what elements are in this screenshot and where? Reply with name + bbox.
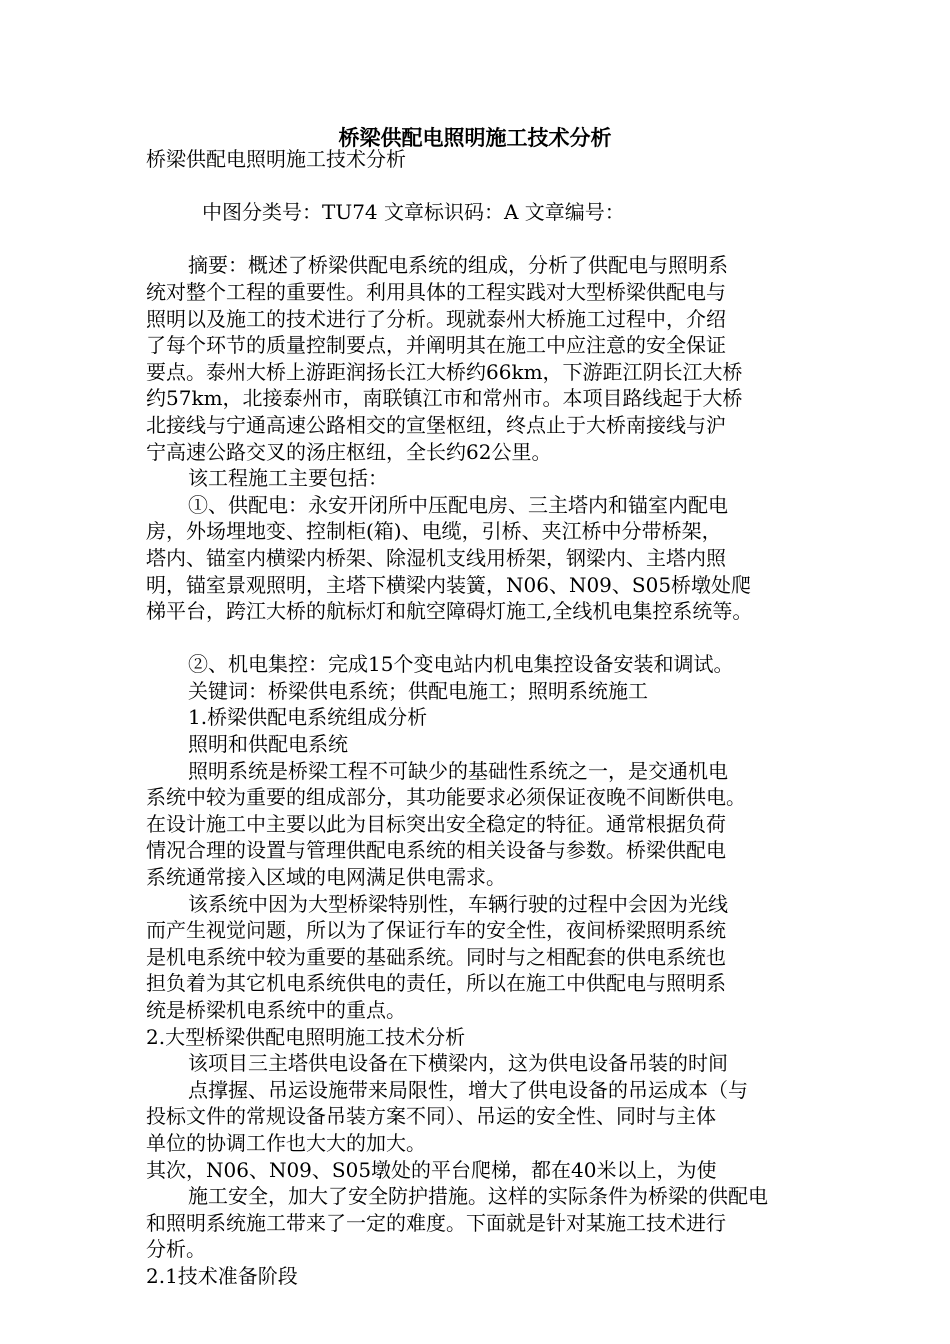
scope-line: ①、供配电：永安开闭所中压配电房、三主塔内和锚室内配电 [188, 492, 728, 517]
paragraph-line: 该系统中因为大型桥梁特别性，车辆行驶的过程中会因为光线 [188, 891, 728, 916]
section-heading: 该项目三主塔供电设备在下横梁内，这为供电设备吊装的时间 [188, 1051, 728, 1076]
abstract-line: 宁高速公路交叉的汤庄枢纽，全长约62公里。 [146, 439, 552, 464]
scope-line: 塔内、锚室内横梁内桥架、除湿机支线用桥架，钢梁内、主塔内照 [146, 545, 726, 570]
paragraph-line: 和照明系统施工带来了一定的难度。下面就是针对某施工技术进行 [146, 1210, 726, 1235]
paragraph-line: 是机电系统中较为重要的基础系统。同时与之相配套的供电系统也 [146, 944, 726, 969]
subtitle-line: 桥梁供配电照明施工技术分析 [146, 147, 406, 171]
paragraph-line: 在设计施工中主要以此为目标突出安全稳定的特征。通常根据负荷 [146, 811, 726, 836]
abstract-line: 摘要：概述了桥梁供配电系统的组成，分析了供配电与照明系 [188, 253, 728, 278]
blank-line [146, 625, 806, 652]
document-body [146, 146, 806, 1316]
paragraph-line: 点撑握、吊运设施带来局限性，增大了供电设备的吊运成本（与 [188, 1077, 748, 1102]
keywords-line: 关键词：桥梁供电系统；供配电施工；照明系统施工 [188, 678, 648, 703]
subsection-heading [146, 1290, 806, 1317]
abstract-line: 要点。泰州大桥上游距润扬长江大桥约66km，下游距江阴长江大桥 [146, 359, 743, 384]
abstract-line: 统对整个工程的重要性。利用具体的工程实践对大型桥梁供配电与 [146, 279, 726, 304]
paragraph-line: 施工安全，加大了安全防护措施。这样的实际条件为桥梁的供配电 [188, 1184, 768, 1209]
paragraph-line: 投标文件的常规设备吊装方案不同）、吊运的安全性、同时与主体 [146, 1104, 716, 1129]
scope-line: ②、机电集控：完成15个变电站内机电集控设备安装和调试。 [188, 652, 734, 677]
paragraph-line: 统是桥梁机电系统中的重点。 [146, 998, 406, 1022]
scope-line: 明，锚室景观照明，主塔下横梁内装簧，N06、N09、S05桥墩处爬 [146, 572, 752, 597]
paragraph-line: 系统中较为重要的组成部分，其功能要求必须保证夜晚不间断供电。 [146, 785, 746, 810]
paragraph-line: 2.1技术准备阶段 [146, 1263, 298, 1288]
document-title: 桥梁供配电照明施工技术分析 [338, 125, 612, 150]
paragraph-line: 分析。 [146, 1237, 206, 1262]
paragraph-line: 单位的协调工作也大大的加大。 [146, 1130, 426, 1155]
paragraph-line: 系统通常接入区域的电网满足供电需求。 [146, 865, 506, 890]
paragraph-line: 2.大型桥梁供配电照明施工技术分析 [146, 1024, 466, 1049]
paragraph-line: 照明系统是桥梁工程不可缺少的基础性系统之一，是交通机电 [188, 758, 728, 783]
abstract-line: 照明以及施工的技术进行了分析。现就泰州大桥施工过程中，介绍 [146, 306, 726, 331]
blank-line [146, 173, 806, 200]
scope-line: 梯平台，跨江大桥的航标灯和航空障碍灯施工,全线机电集控系统等。 [146, 599, 753, 624]
scope-line: 房，外场埋地变、控制柜(箱)、电缆，引桥、夹江桥中分带桥架， [146, 519, 722, 544]
paragraph-line: 其次，N06、N09、S05墩处的平台爬梯，都在40米以上，为使 [146, 1157, 717, 1182]
scope-heading: 该工程施工主要包括： [188, 466, 388, 491]
abstract-line: 约57km，北接泰州市，南联镇江市和常州市。本项目路线起于大桥 [146, 386, 743, 411]
classification-line: 中图分类号：TU74 文章标识码：A 文章编号： [202, 200, 625, 225]
abstract-line: 北接线与宁通高速公路相交的宣堡枢纽，终点止于大桥南接线与沪 [146, 412, 726, 437]
paragraph-line: 担负着为其它机电系统供电的责任，所以在施工中供配电与照明系 [146, 971, 726, 996]
blank-line [146, 226, 806, 253]
paragraph-line: 情况合理的设置与管理供配电系统的相关设备与参数。桥梁供配电 [146, 838, 726, 863]
abstract-line: 了每个环节的质量控制要点，并阐明其在施工中应注意的安全保证 [146, 333, 726, 358]
subsection-heading: 照明和供配电系统 [188, 732, 348, 757]
section-heading: 1.桥梁供配电系统组成分析 [188, 705, 428, 730]
paragraph-line: 而产生视觉问题，所以为了保证行车的安全性，夜间桥梁照明系统 [146, 918, 726, 943]
